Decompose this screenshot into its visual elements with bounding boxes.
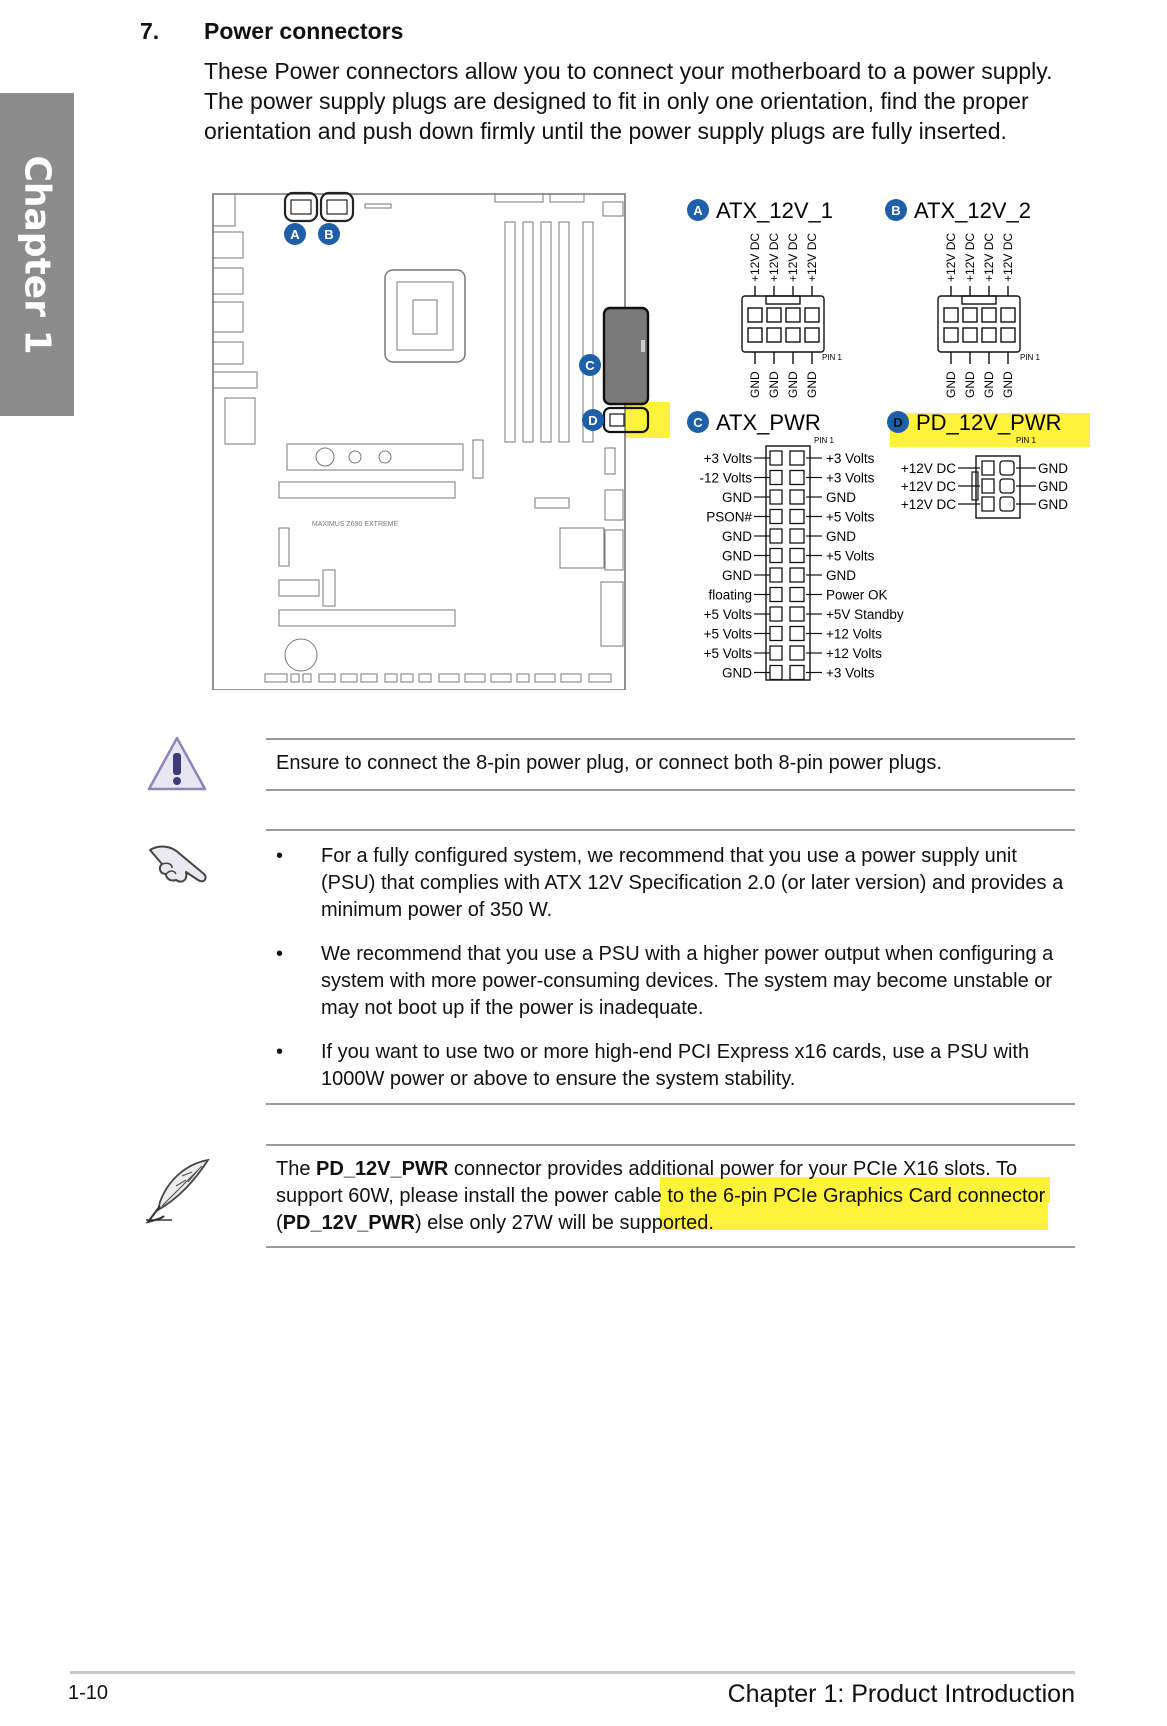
atxpwr-right-label: +5 Volts <box>826 548 875 564</box>
callout-c-label: C <box>585 358 595 373</box>
atxpwr-pin-row <box>722 490 856 505</box>
callout-b-label: B <box>324 227 334 242</box>
section-title: Power connectors <box>204 18 404 44</box>
hand-pointing-icon <box>146 840 210 890</box>
atxpwr-right-label: +12 Volts <box>826 646 882 661</box>
pd12v-right-label: GND <box>1038 479 1068 494</box>
atxpwr-left-label: +3 Volts <box>703 451 752 466</box>
board-model-label: MAXIMUS Z690 EXTREME <box>311 521 399 528</box>
list-item: • If you want to use two or more high-end PCI Express x16 cards, use a PSU with 1000W power or above to ensure the system stability. <box>276 1039 1076 1093</box>
warning-triangle-icon <box>146 735 208 793</box>
atx12v1-top-label: +12V DC <box>786 232 800 282</box>
chapter-tab <box>0 93 74 416</box>
callout-c <box>579 354 601 376</box>
atx12v2-top-label: +12V DC <box>1001 232 1015 282</box>
atxpwr-left-label: floating <box>708 587 752 603</box>
atxpwr-left-label: GND <box>722 490 752 505</box>
atxpwr-left-label: -12 Volts <box>699 470 752 486</box>
atx12v2-letter: B <box>891 203 901 218</box>
atxpwr-right-label: +5V Standby <box>826 607 904 622</box>
pd12v-rows <box>901 461 1068 512</box>
atx12v1-bottom-label: GND <box>748 371 762 398</box>
pd12v-letter: D <box>893 415 903 430</box>
pd12v-pin-row <box>901 497 1068 512</box>
callout-a-label: A <box>290 227 300 242</box>
atx12v2-bottom-label: GND <box>944 371 958 398</box>
pd12v-pin1: PIN 1 <box>1016 436 1037 445</box>
atxpwr-left-label: +5 Volts <box>703 646 752 661</box>
notes-list <box>276 843 1076 1110</box>
atxpwr-pin-row <box>704 451 875 466</box>
atx12v1-top-label: +12V DC <box>748 232 762 282</box>
atxpwr-right-label: +12 Volts <box>826 626 882 642</box>
atxpwr-right-label: +3 Volts <box>826 665 875 681</box>
intro-line: orientation and push down firmly until the power supply plugs are fully inserted. <box>204 118 1007 144</box>
atx12v2-name: ATX_12V_2 <box>914 198 1032 223</box>
atxpwr-right-label: +3 Volts <box>826 470 875 486</box>
atxpwr-pin-row <box>722 549 875 564</box>
pd12v-left-label: +12V DC <box>900 461 956 476</box>
atxpwr-pin-row <box>708 588 887 603</box>
atx12v2-pin1: PIN 1 <box>1020 353 1041 362</box>
atxpwr-right-label: GND <box>826 490 856 505</box>
atxpwr-pin-row <box>704 627 883 642</box>
atx12v1-name: ATX_12V_1 <box>716 198 834 223</box>
atxpwr-left-label: GND <box>722 529 752 544</box>
intro-paragraph <box>204 56 1084 146</box>
atx12v1-top-label: +12V DC <box>805 232 819 282</box>
footer-rule <box>70 1671 1075 1674</box>
notes-rule-bottom <box>266 1103 1075 1105</box>
callout-d <box>582 409 604 431</box>
atx12v1-top-label: +12V DC <box>767 232 781 282</box>
atx12v2-bottom-label: GND <box>963 371 977 398</box>
pd12v-right-label: GND <box>1038 497 1068 512</box>
pd-note-bold: PD_12V_PWR <box>316 1158 449 1180</box>
caution-text: Ensure to connect the 8-pin power plug, or connect both 8-pin power plugs. <box>276 752 942 774</box>
atxpwr-left-label: GND <box>722 665 752 681</box>
atxpwr-pin-row <box>706 510 874 525</box>
atx12v2-top-label: +12V DC <box>982 232 996 282</box>
atxpwr-right-label: GND <box>826 568 856 583</box>
atxpwr-right-label: GND <box>826 529 856 544</box>
atxpwr-rows <box>699 451 903 681</box>
pd-note-post: ) else only 27W will be supported. <box>414 1212 714 1234</box>
pd-note-bold2: PD_12V_PWR <box>282 1212 415 1234</box>
page-number: 1-10 <box>68 1682 109 1704</box>
atxpwr-left-label: GND <box>722 548 752 564</box>
atx12v2-bottom-label: GND <box>982 371 996 398</box>
callout-a <box>284 223 306 245</box>
callout-d-label: D <box>588 413 598 428</box>
atxpwr-pin-row <box>722 529 856 544</box>
atxpwr-left-label: +5 Volts <box>703 626 752 642</box>
pd-note-text <box>276 1156 1076 1237</box>
pd-note-rule-top <box>266 1144 1075 1146</box>
atxpwr-name: ATX_PWR <box>716 410 821 435</box>
atx12v1-letter: A <box>693 203 703 218</box>
notes-rule-top <box>266 829 1075 831</box>
list-item: • For a fully configured system, we recommend that you use a power supply unit (PSU) that complies with ATX 12V Specification 2.0 (or later version) and provides a minimum power of 350 W. <box>276 843 1076 924</box>
pd12v-left-label: +12V DC <box>900 497 956 512</box>
atxpwr-left-label: GND <box>722 568 752 583</box>
list-item: • We recommend that you use a PSU with a higher power output when configuring a system with more power-consuming devices. The system may become unstable or may not boot up if the power is inadequate. <box>276 941 1076 1022</box>
intro-line: The power supply plugs are designed to fit in only one orientation, find the proper <box>204 88 1029 114</box>
atx12v1-bottom-label: GND <box>767 371 781 398</box>
pd12v-left-label: +12V DC <box>900 479 956 494</box>
pd-note-mid2: ( <box>276 1212 283 1234</box>
atxpwr-pin-row <box>722 568 856 583</box>
chapter-tab-label: Chapter 1 <box>16 154 58 355</box>
section-number: 7. <box>140 18 160 44</box>
atx12v1-bottom-label: GND <box>786 371 800 398</box>
pd-note-rule-bottom <box>266 1246 1075 1248</box>
atxpwr-pin-row <box>699 471 874 486</box>
pd-note-mid: connector provides additional power for your PCIe X16 slots. To support 60W, please install the power cable <box>276 1158 1018 1207</box>
atxpwr-pin-row <box>704 646 883 661</box>
atx12v2-bottom-label: GND <box>1001 371 1015 398</box>
atx12v1-pin1: PIN 1 <box>822 353 843 362</box>
connector-c <box>604 308 648 404</box>
pd-note-highlight-text: to the 6-pin PCIe Graphics Card connector <box>667 1185 1046 1207</box>
atxpwr-pin1: PIN 1 <box>814 436 835 445</box>
atxpwr-letter: C <box>693 415 703 430</box>
footer-chapter-title: Chapter 1: Product Introduction <box>727 1680 1075 1708</box>
atxpwr-pinout <box>687 410 904 681</box>
atxpwr-left-label: +5 Volts <box>703 607 752 622</box>
intro-line: These Power connectors allow you to connect your motherboard to a power supply. <box>204 58 1053 84</box>
quill-pen-icon <box>142 1158 212 1228</box>
pd12v-pin-row <box>901 479 1068 494</box>
atx12v2-top-label: +12V DC <box>944 232 958 282</box>
atxpwr-pin-row <box>722 666 875 681</box>
atx12v1-bottom-label: GND <box>805 371 819 398</box>
atx12v2-top-label: +12V DC <box>963 232 977 282</box>
callout-b <box>318 223 340 245</box>
atxpwr-right-label: +3 Volts <box>826 451 875 466</box>
atx12v1-pinout <box>687 198 843 398</box>
atxpwr-right-label: Power OK <box>826 587 888 603</box>
pd12v-name: PD_12V_PWR <box>916 410 1062 435</box>
caution-rule-bottom <box>266 789 1075 791</box>
pinout-diagrams <box>686 192 1106 692</box>
atxpwr-left-label: PSON# <box>706 509 752 525</box>
pd12v-pin-row <box>901 461 1068 476</box>
atx12v2-pinout <box>885 198 1041 398</box>
atxpwr-right-label: +5 Volts <box>826 509 875 525</box>
motherboard-layout-diagram <box>205 190 670 690</box>
atxpwr-pin-row <box>704 607 904 622</box>
pd12v-right-label: GND <box>1038 461 1068 476</box>
caution-rule-top <box>266 738 1075 740</box>
pd-note-pre: The <box>276 1158 317 1180</box>
